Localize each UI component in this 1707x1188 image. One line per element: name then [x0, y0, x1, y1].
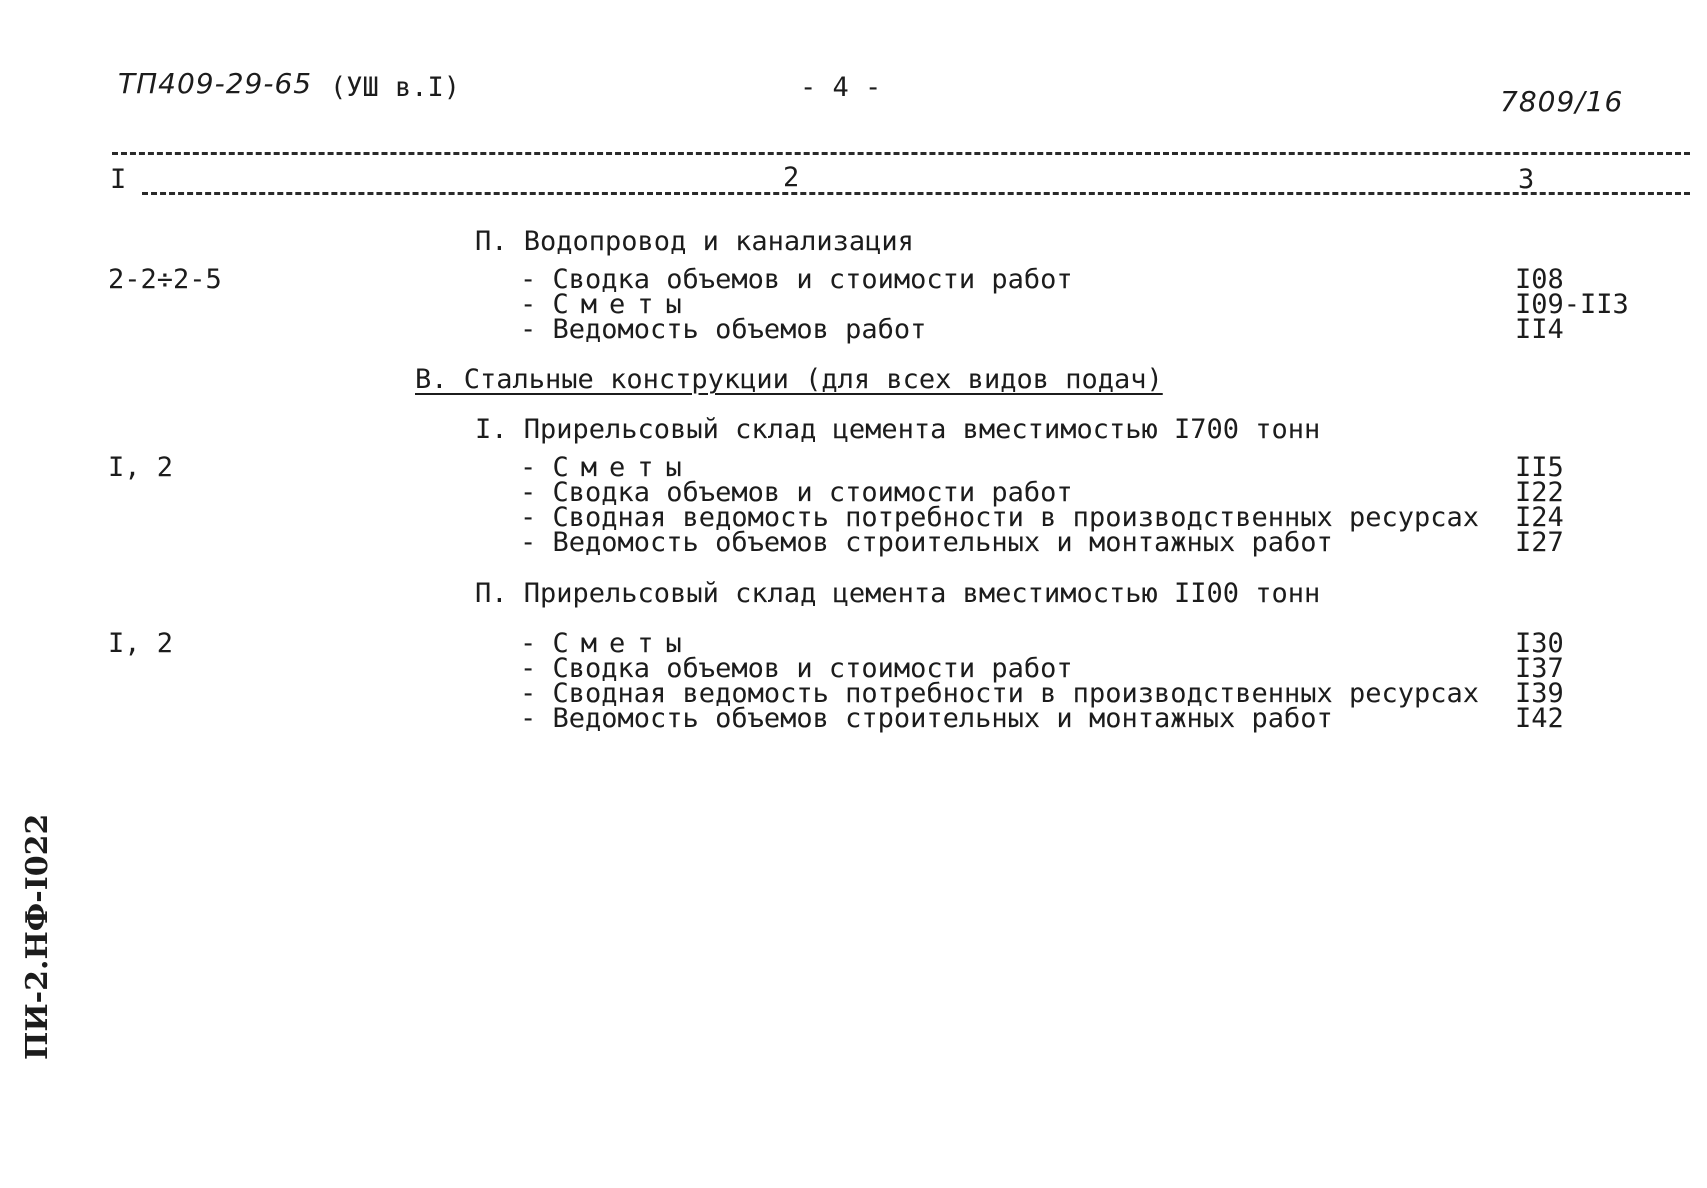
page-number: - 4 - [800, 72, 882, 103]
section-water-title: П. Водопровод и канализация [475, 226, 914, 257]
list-item-page: I27 [1515, 527, 1564, 558]
column-3-number: 3 [1518, 164, 1535, 195]
column-1-number: I [110, 164, 127, 195]
list-item-page: I08 [1515, 264, 1564, 295]
document-code: ТП409-29-65 [118, 67, 313, 100]
list-item-text: - Сводная ведомость потребности в производственных ресурсах [520, 678, 1480, 709]
list-item-text: - Сметы [520, 289, 694, 320]
header-rule-bottom [142, 192, 1690, 195]
list-item-page: II5 [1515, 452, 1564, 483]
list-item-text: - Сводная ведомость потребности в производственных ресурсах [520, 502, 1480, 533]
subsection-1-ref: I, 2 [108, 452, 174, 483]
list-item-text: - Сводка объемов и стоимости работ [520, 264, 1073, 295]
subsection-2-title: П. Прирельсовый склад цемента вместимостью II00 тонн [475, 578, 1321, 609]
list-item-text: - Сводка объемов и стоимости работ [520, 477, 1073, 508]
list-item-page: I30 [1515, 628, 1564, 659]
list-item-page: I42 [1515, 703, 1564, 734]
document-volume: (УШ в.I) [330, 72, 461, 103]
list-item-text-spaced: Сметы [552, 289, 694, 320]
list-item-page: I39 [1515, 678, 1564, 709]
list-item-page: I24 [1515, 502, 1564, 533]
subsection-1-title: I. Прирельсовый склад цемента вместимостью I700 тонн [475, 414, 1321, 445]
side-stamp: ПИ-2.НФ-I022 [20, 813, 55, 1060]
list-item-text: - Сводка объемов и стоимости работ [520, 653, 1073, 684]
list-item-page: I09-II3 [1515, 289, 1629, 320]
section-water-ref: 2-2÷2-5 [108, 264, 222, 295]
column-2-number: 2 [783, 162, 800, 193]
subsection-2-ref: I, 2 [108, 628, 174, 659]
list-item-text: - Сметы [520, 628, 694, 659]
list-item-text: - Ведомость объемов строительных и монтажных работ [520, 527, 1333, 558]
list-item-page: I22 [1515, 477, 1564, 508]
list-item-text: - Ведомость объемов строительных и монтажных работ [520, 703, 1333, 734]
sheet-reference: 7809/16 [1500, 85, 1624, 118]
list-item-text: - Ведомость объемов работ [520, 314, 927, 345]
list-item-page: II4 [1515, 314, 1564, 345]
list-item-text: - Сметы [520, 452, 694, 483]
list-item-page: I37 [1515, 653, 1564, 684]
section-steel-title: В. Стальные конструкции (для всех видов подач) [415, 364, 1163, 395]
header-rule-top [112, 152, 1690, 155]
